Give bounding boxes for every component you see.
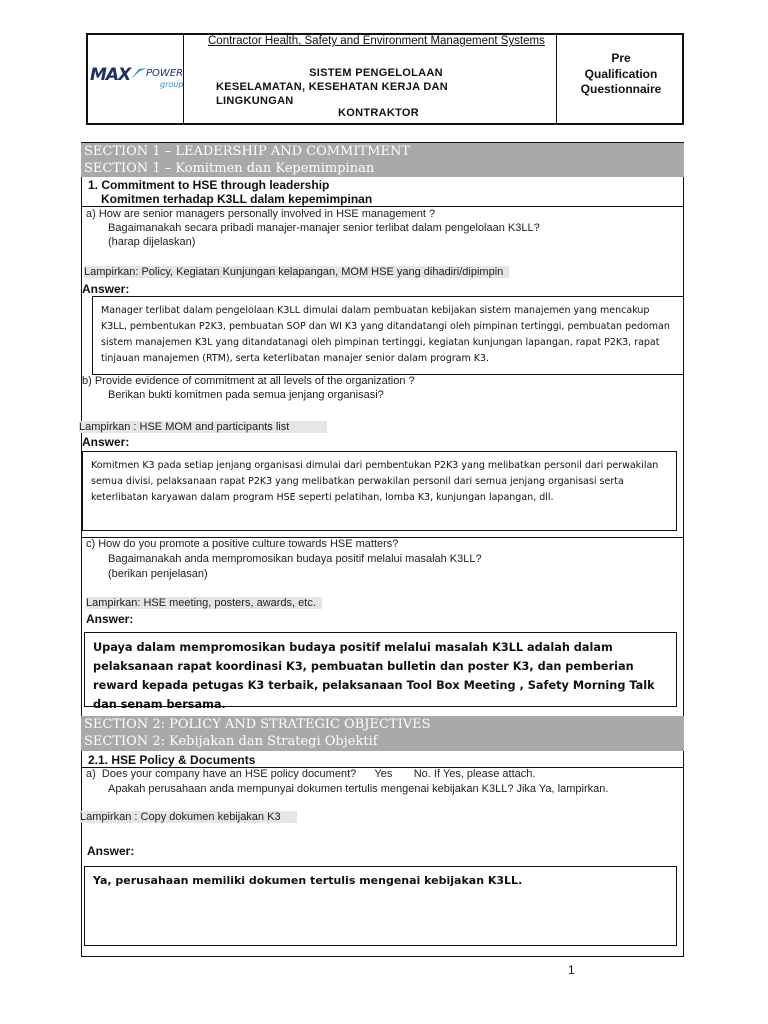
question-1a-en: a) How are senior managers personally involved in HSE management ? — [86, 208, 436, 220]
section-1-title-id: SECTION 1 – Komitmen dan Kepemimpinan — [84, 161, 375, 176]
question-2a-id: Apakah perusahaan anda mempunyai dokumen tertulis mengenai kebijakan K3LL? Jika Ya, lampirkan. — [108, 783, 609, 795]
section-2-title-id: SECTION 2: Kebijakan dan Strategi Objektif — [84, 734, 378, 749]
section-2-title-en: SECTION 2: POLICY AND STRATEGIC OBJECTIVES — [84, 717, 431, 732]
question-1c-note: (berikan penjelasan) — [108, 568, 208, 580]
answer-label-2a: Answer: — [87, 844, 135, 858]
page-number: 1 — [568, 963, 575, 977]
question-1b-en: b) Provide evidence of commitment at all levels of the organization ? — [82, 375, 415, 387]
document-title — [216, 66, 536, 108]
question-1c-en: c) How do you promote a positive culture towards HSE matters? — [86, 538, 399, 550]
system-title: Contractor Health, Safety and Environment Management Systems — [208, 35, 545, 47]
attachment-1b: Lampirkan : HSE MOM and participants list — [79, 421, 327, 433]
answer-box-2a[interactable]: Ya, perusahaan memiliki dokumen tertulis mengenai kebijakan K3LL. — [84, 866, 677, 946]
document-header — [86, 33, 684, 125]
answer-box-1a[interactable]: Manager terlibat dalam pengelolaan K3LL dimulai dalam pembuatan kebijakan sistem manajemen yang mencakup K3LL, pembentukan P2K3, pembuatan SOP dan WI K3 yang ditandatangi oleh pimpinan tertinggi, pembuatan pedoman sistem manajemen K3L yang ditandatanagi oleh pimpinan tertinggi, kegiatan kunjungan lapangan, rapat P2K3, rapat tinjauan manajemen (RTM), serta keterlibatan manajer senior dalam program K3. — [92, 296, 684, 375]
answer-box-1b[interactable]: Komitmen K3 pada setiap jenjang organisasi dimulai dari pembentukan P2K3 yang melibatkan personil dari perwakilan semua divisi, pelaksanaan rapat P2K3 yang melibatkan perwakilan personil dari semua jenjang organisasi serta keterlibatan karyawan dalam program HSE seperti pelatihan, lomba K3, kunjungan lapangan, dll. — [82, 451, 677, 531]
logo-max-text: MAX — [90, 65, 131, 85]
document-type — [558, 51, 684, 98]
question-1a-note: (harap dijelaskan) — [108, 236, 196, 248]
subsection-1-title-en: 1. Commitment to HSE through leadership — [88, 178, 330, 192]
logo-group-text: group — [160, 80, 184, 89]
title-line-3: LINGKUNGAN — [216, 95, 294, 107]
attachment-2a: Lampirkan : Copy dokumen kebijakan K3 — [80, 811, 297, 823]
logo-power-text: POWER — [146, 68, 184, 79]
section-1-header — [81, 143, 684, 177]
answer-label-1b: Answer: — [82, 435, 130, 449]
section-2-header — [81, 716, 684, 751]
doc-type-line-1: Pre — [611, 51, 631, 65]
doc-type-line-3: Questionnaire — [580, 82, 662, 96]
question-1a-id: Bagaimanakah secara pribadi manajer-manajer senior terlibat dalam pengelolaan K3LL? — [108, 222, 540, 234]
section-1-title-en: SECTION 1 – LEADERSHIP AND COMMITMENT — [84, 144, 411, 159]
answer-label-1a: Answer: — [82, 282, 130, 296]
answer-box-1c[interactable]: Upaya dalam mempromosikan budaya positif melalui masalah K3LL adalah dalam pelaksanaan rapat koordinasi K3, pembuatan bulletin dan poster K3, dan pemberian reward kepada petugas K3 terbaik, pelaksanaan Tool Box Meeting , Safety Morning Talk dan senam bersama. — [84, 632, 677, 707]
question-1c-id: Bagaimanakah anda mempromosikan budaya positif melalui masalah K3LL? — [108, 553, 482, 565]
attachment-1c: Lampirkan: HSE meeting, posters, awards, etc. — [86, 597, 322, 609]
title-line-1: SISTEM PENGELOLAAN — [309, 67, 443, 79]
company-logo — [90, 65, 182, 93]
title-line-2: KESELAMATAN, KESEHATAN KERJA DAN — [216, 81, 449, 93]
attachment-1a: Lampirkan: Policy, Kegiatan Kunjungan kelapangan, MOM HSE yang dihadiri/dipimpin — [84, 266, 509, 278]
question-2a-en: a) Does your company have an HSE policy document? Yes No. If Yes, please attach. — [86, 768, 536, 780]
title-line-4: KONTRAKTOR — [338, 107, 420, 119]
subsection-1-title-id: Komitmen terhadap K3LL dalam kepemimpinan — [101, 192, 373, 206]
answer-label-1c: Answer: — [86, 612, 134, 626]
question-1b-id: Berikan bukti komitmen pada semua jenjang organisasi? — [108, 389, 384, 401]
subsection-2-1-title: 2.1. HSE Policy & Documents — [88, 753, 256, 767]
doc-type-line-2: Qualification — [584, 66, 658, 81]
